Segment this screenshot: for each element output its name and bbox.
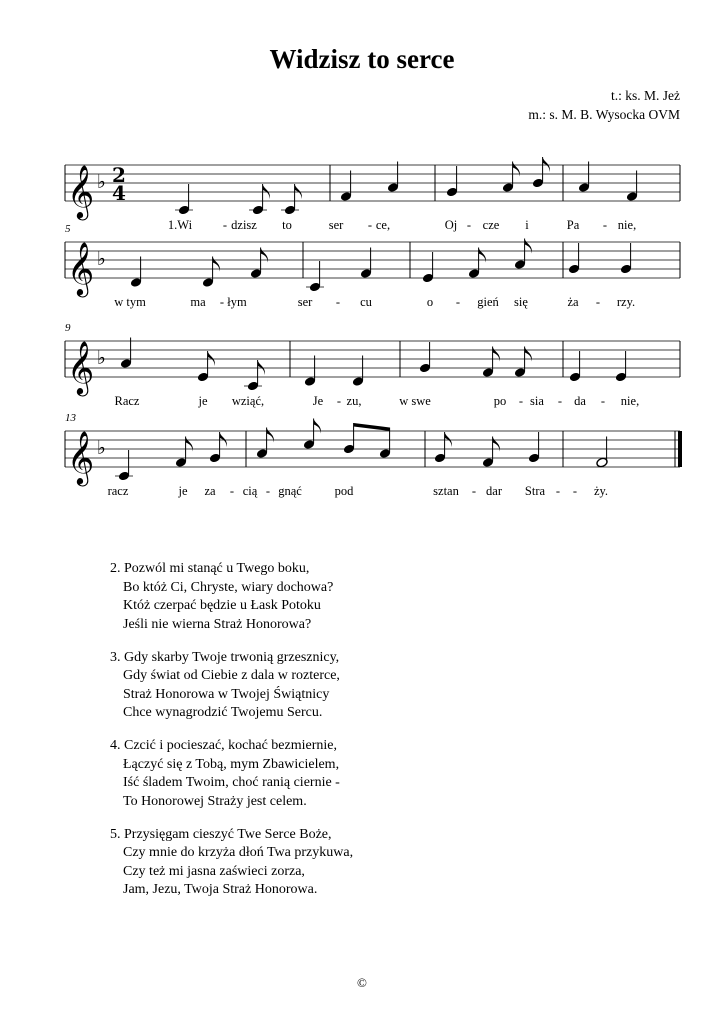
staff-system [65, 412, 682, 498]
verse-line: Czy też mi jasna zaświeci zorza, [123, 863, 305, 879]
lyric-syllable: - [222, 218, 228, 232]
flat-icon: ♭ [97, 248, 106, 270]
flat-icon: ♭ [97, 171, 106, 193]
lyric-syllable: gnąć [278, 484, 302, 498]
treble-clef-icon: 𝄞 [67, 241, 95, 295]
time-signature-top: 2 [112, 163, 126, 187]
lyric-syllable: - [367, 218, 373, 232]
treble-clef-icon: 𝄞 [67, 340, 95, 394]
lyric-syllable: Oj [444, 218, 458, 232]
lyric-syllable: ma [190, 295, 206, 309]
lyricist-credit: t.: ks. M. Jeż [611, 88, 680, 103]
verse-line: Jeśli nie wierna Straż Honorowa? [123, 616, 312, 632]
lyric-syllable: je [178, 484, 188, 498]
verse-line: 3. Gdy skarby Twoje trwonią grzesznicy, [110, 649, 340, 665]
lyric-syllable: w tym [114, 295, 146, 309]
verse-line: 2. Pozwól mi stanąć u Twego boku, [110, 561, 310, 576]
verse-line: To Honorowej Straży jest celem. [123, 793, 307, 809]
lyric-syllable: ża [567, 295, 579, 309]
lyric-syllable: - [602, 218, 608, 232]
verse-line: Jam, Jezu, Twoja Straż Honorowa. [123, 882, 318, 897]
lyric-syllable: - [455, 295, 461, 309]
lyric-syllable: - [336, 394, 342, 408]
lyric-syllable: ser [328, 218, 344, 232]
lyric-syllable: pod [334, 484, 354, 498]
lyric-syllable: się [514, 295, 528, 309]
lyric-syllable: dzisz [231, 218, 257, 232]
staff-system [65, 322, 680, 408]
eighth-flag [258, 360, 265, 375]
lyric-syllable: Racz [114, 394, 140, 408]
verse-line: Straż Honorowa w Twojej Świątnicy [123, 686, 330, 702]
verse-line: Bo któż Ci, Chryste, wiary dochowa? [123, 579, 334, 595]
lyric-syllable: ce, [375, 218, 391, 232]
verse-4 [110, 737, 353, 811]
eighth-flag [263, 184, 270, 199]
song-title: Widzisz to serce [269, 44, 455, 74]
flat-icon: ♭ [97, 437, 106, 459]
measure-number: 9 [65, 322, 71, 334]
eighth-flag [208, 351, 215, 366]
lyric-syllable: - [600, 394, 606, 408]
lyric-syllable: sztan [433, 484, 459, 498]
eighth-flag [220, 432, 227, 447]
lyric-syllable: - [335, 295, 341, 309]
verse-line: Łączyć się z Tobą, mym Zbawicielem, [123, 756, 340, 772]
lyric-syllable: cu [360, 295, 372, 309]
measure-number: 13 [65, 412, 76, 424]
lyric-syllable: - [265, 484, 271, 498]
lyric-syllable: po [493, 394, 507, 408]
lyric-syllable: - [572, 484, 578, 498]
lyric-syllable: wziąć, [231, 394, 265, 408]
lyric-syllable: je [198, 394, 208, 408]
eighth-flag [445, 432, 452, 447]
lyric-syllable: i [525, 218, 529, 232]
treble-clef-icon: 𝄞 [67, 430, 95, 484]
lyric-syllable: sia [530, 394, 544, 408]
lyric-syllable: Pa [566, 218, 580, 232]
staff-system [65, 223, 680, 309]
lyric-syllable: - [466, 218, 472, 232]
composer-credit: m.: s. M. B. Wysocka OVM [528, 107, 680, 122]
lyric-syllable: Stra [524, 484, 546, 498]
lyric-syllable: w swe [399, 394, 431, 408]
lyric-syllable: - [595, 295, 601, 309]
lyric-syllable: racz [107, 484, 129, 498]
lyric-syllable: nie, [617, 218, 637, 232]
lyric-syllable: Je [312, 394, 324, 408]
lyric-syllable: za [204, 484, 216, 498]
lyric-syllable: dar [486, 484, 502, 498]
treble-clef-icon: 𝄞 [67, 164, 95, 218]
eighth-flag [543, 157, 550, 172]
verse-3 [110, 649, 353, 723]
verse-line: Gdy świat od Ciebie z dala w rozterce, [123, 668, 340, 683]
measure-number: 5 [65, 223, 71, 235]
note-beam [354, 423, 390, 431]
eighth-flag [295, 184, 302, 199]
staff-system [65, 157, 680, 232]
lyric-syllable: zu, [346, 394, 362, 408]
lyric-syllable: to [282, 218, 292, 232]
verse-2 [110, 560, 353, 634]
lyric-syllable: cią [242, 484, 258, 498]
lyric-syllable: o [426, 295, 434, 309]
lyric-syllable: - [555, 484, 561, 498]
lyric-syllable: ży. [593, 484, 609, 498]
lyric-syllable: ser [297, 295, 313, 309]
lyric-syllable: rzy. [616, 295, 636, 309]
lyric-syllable: cze [482, 218, 500, 232]
lyric-syllable: - [229, 484, 235, 498]
lyric-syllable: - [557, 394, 563, 408]
verse-line: Któż czerpać będzie u Łask Potoku [123, 598, 321, 613]
lyric-syllable: łym [227, 295, 247, 309]
copyright-mark: © [357, 975, 367, 990]
lyric-syllable: nie, [620, 394, 640, 408]
verse-line: Czy mnie do krzyża dłoń Twa przykuwa, [123, 845, 354, 860]
verse-line: Chce wynagrodzić Twojemu Sercu. [123, 705, 323, 720]
flat-icon: ♭ [97, 347, 106, 369]
lyric-syllable: da [574, 394, 586, 408]
lyric-syllable: - [518, 394, 524, 408]
verse-line: 4. Czcić i pocieszać, kochać bezmiernie, [110, 738, 337, 753]
verse-5 [110, 826, 353, 900]
verses [110, 560, 353, 914]
final-barline-thick [678, 431, 682, 467]
time-signature-bottom: 4 [112, 181, 126, 205]
verse-line: 5. Przysięgam cieszyć Twe Serce Boże, [110, 826, 332, 842]
lyric-syllable: - [471, 484, 477, 498]
lyric-syllable: 1.Wi [167, 218, 193, 232]
lyric-syllable: gień [477, 295, 499, 309]
lyric-syllable: - [219, 295, 225, 309]
verse-line: Iść śladem Twoim, choć ranią ciernie - [123, 775, 340, 790]
